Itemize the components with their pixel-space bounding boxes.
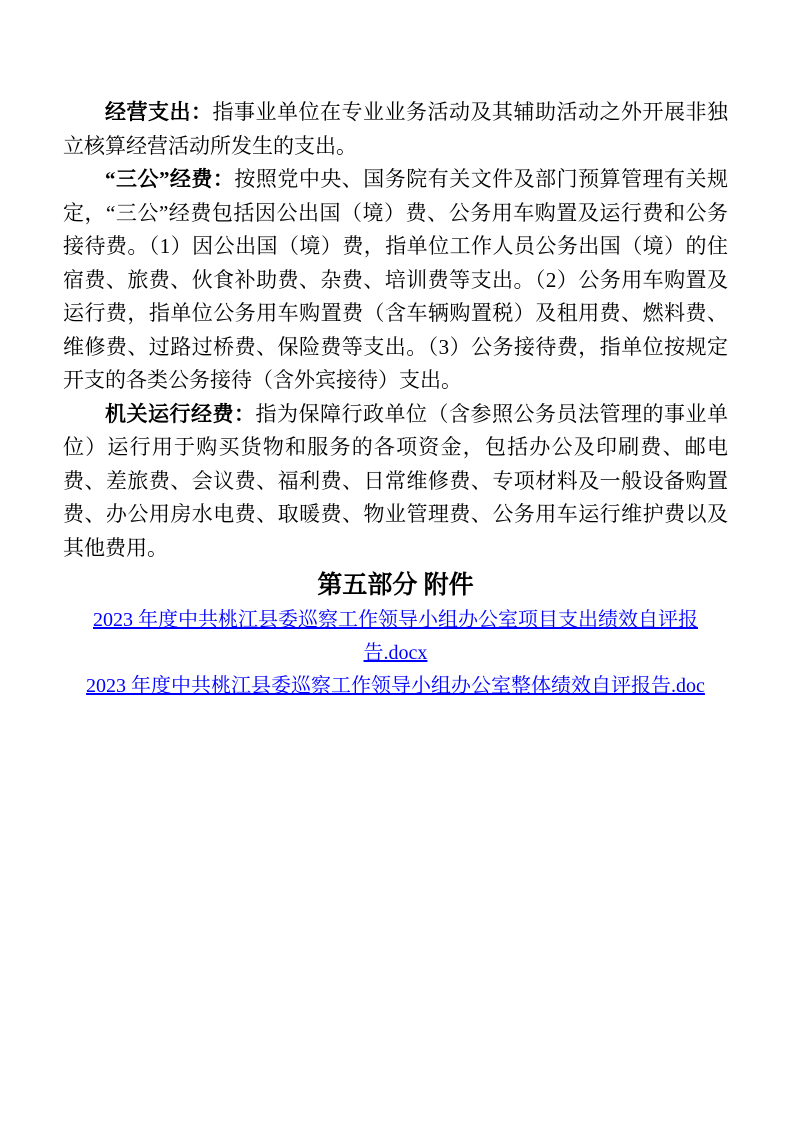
attachment-link-project-performance-report[interactable]: 2023 年度中共桃江县委巡察工作领导小组办公室项目支出绩效自评报告.docx bbox=[93, 609, 698, 664]
section-heading: 第五部分 附件 bbox=[317, 572, 474, 599]
term-label-agency-operating-funds: 机关运行经费： bbox=[105, 401, 256, 426]
attachments-list bbox=[63, 604, 728, 703]
term-definition-operating-expense: 指事业单位在专业业务活动及其辅助活动之外开展非独立核算经营活动所发生的支出。 bbox=[63, 100, 728, 158]
paragraph-three-public-funds bbox=[63, 163, 728, 398]
attachment-row bbox=[63, 670, 728, 703]
paragraph-agency-operating-funds bbox=[63, 398, 728, 566]
attachment-row bbox=[63, 604, 728, 670]
term-label-three-public-funds: “三公”经费： bbox=[105, 167, 235, 191]
attachment-link-overall-performance-report[interactable]: 2023 年度中共桃江县委巡察工作领导小组办公室整体绩效自评报告.doc bbox=[86, 675, 705, 697]
term-label-operating-expense: 经营支出： bbox=[105, 100, 213, 124]
term-definition-agency-operating-funds: 指为保障行政单位（含参照公务员法管理的事业单位）运行用于购买货物和服务的各项资金，包括办公及印刷费、邮电费、差旅费、会议费、福利费、日常维修费、专项材料及一般设备购置费、办公用房水电费、取暖费、物业管理费、公务用车运行维护费以及其他费用。 bbox=[63, 401, 728, 560]
document-content bbox=[63, 96, 728, 703]
paragraph-operating-expense bbox=[63, 96, 728, 163]
term-definition-three-public-funds: 按照党中央、国务院有关文件及部门预算管理有关规定，“三公”经费包括因公出国（境）费、公务用车购置及运行费和公务接待费。（1）因公出国（境）费，指单位工作人员公务出国（境）的住宿费、旅费、伙食补助费、杂费、培训费等支出。（2）公务用车购置及运行费，指单位公务用车购置费（含车辆购置税）及租用费、燃料费、维修费、过路过桥费、保险费等支出。（3）公务接待费，指单位按规定开支的各类公务接待（含外宾接待）支出。 bbox=[63, 167, 729, 392]
